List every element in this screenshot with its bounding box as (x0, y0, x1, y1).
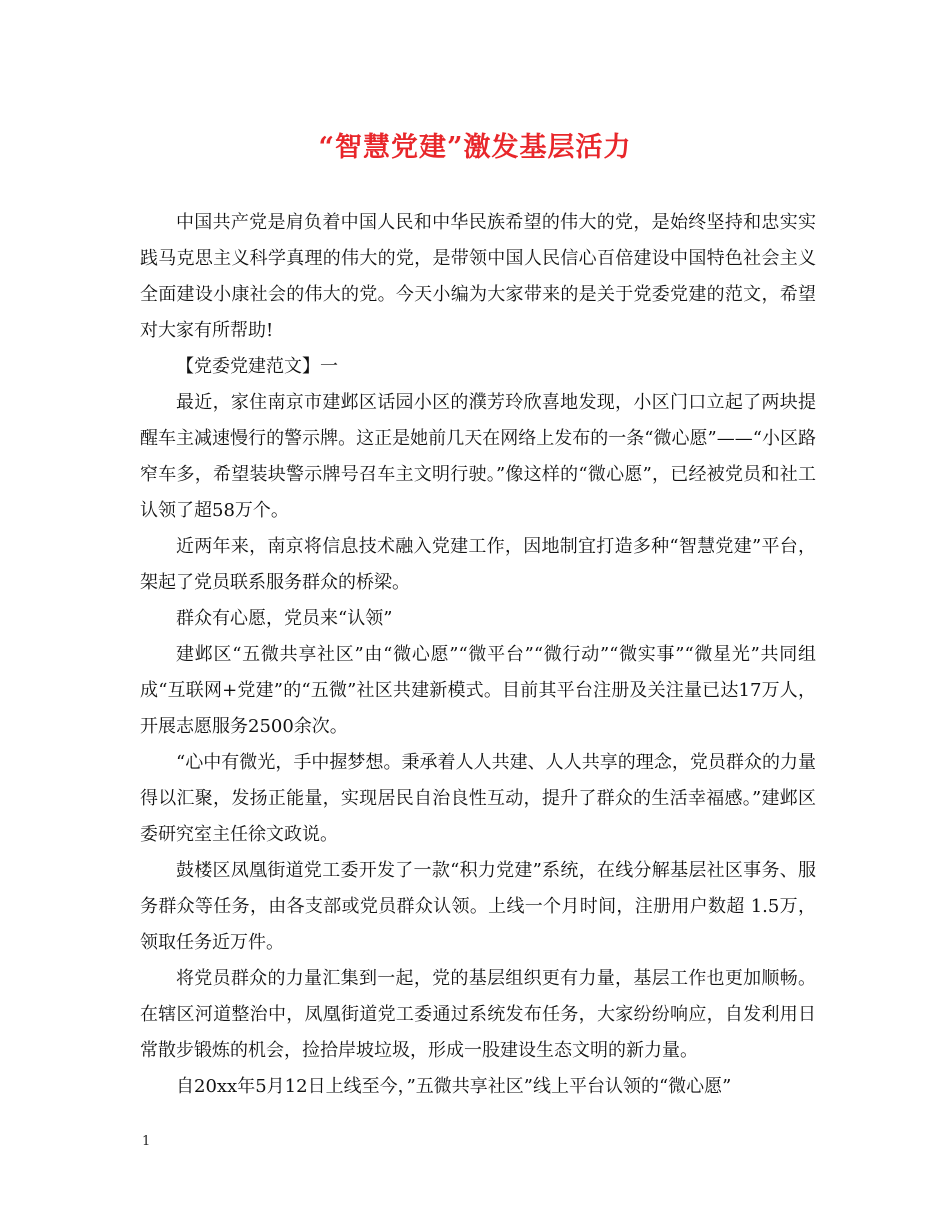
paragraph-subheading: 群众有心愿，党员来“认领” (176, 608, 393, 629)
paragraph-jili-system: 鼓楼区凤凰街道党工委开发了一款“积力党建”系统，在线分解基层社区事务、服务群众等任务，由各支部或党员群众认领。上线一个月时间，注册用户数超 1.5万，领取任务近万件。 (140, 860, 816, 953)
paragraph-smart-party-platforms: 近两年来，南京将信息技术融入党建工作，因地制宜打造多种“智慧党建”平台，架起了党员联系服务群众的桥梁。 (140, 536, 816, 593)
paragraph-river-cleanup: 将党员群众的力量汇集到一起，党的基层组织更有力量，基层工作也更加顺畅。在辖区河道整治中，凤凰街道党工委通过系统发布任务，大家纷纷响应，自发利用日常散步锻炼的机会，捡拾岸坡垃圾，形成一股建设生态文明的新力量。 (140, 968, 816, 1061)
paragraph-warning-sign-story: 最近，家住南京市建邺区话园小区的濮芳玲欣喜地发现，小区门口立起了两块提醒车主减速慢行的警示牌。这正是她前几天在网络上发布的一条“微心愿”——“小区路窄车多，希望装块警示牌号召车主文明行驶。”像这样的“微心愿”，已经被党员和社工认领了超58万个。 (140, 392, 816, 521)
document-body (140, 205, 816, 1105)
paragraph-since-launch: 自20xx年5月12日上线至今，”五微共享社区”线上平台认领的“微心愿” (176, 1076, 732, 1097)
document-title: “智慧党建”激发基层活力 (318, 132, 632, 163)
paragraph-section-heading: 【党委党建范文】一 (176, 356, 338, 377)
page-number: 1 (142, 1134, 151, 1149)
paragraph-quote: “心中有微光，手中握梦想。秉承着人人共建、人人共享的理念，党员群众的力量得以汇聚，发扬正能量，实现居民自治良性互动，提升了群众的生活幸福感。”建邺区委研究室主任徐文政说。 (140, 752, 816, 845)
paragraph-intro: 中国共产党是肩负着中国人民和中华民族希望的伟大的党，是始终坚持和忠实实践马克思主义科学真理的伟大的党，是带领中国人民信心百倍建设中国特色社会主义全面建设小康社会的伟大的党。今天小编为大家带来的是关于党委党建的范文，希望对大家有所帮助! (140, 212, 816, 341)
paragraph-five-micro-community: 建邺区“五微共享社区”由“微心愿”“微平台”“微行动”“微实事”“微星光”共同组成“互联网+党建”的“五微”社区共建新模式。目前其平台注册及关注量已达17万人，开展志愿服务2500余次。 (140, 644, 816, 737)
